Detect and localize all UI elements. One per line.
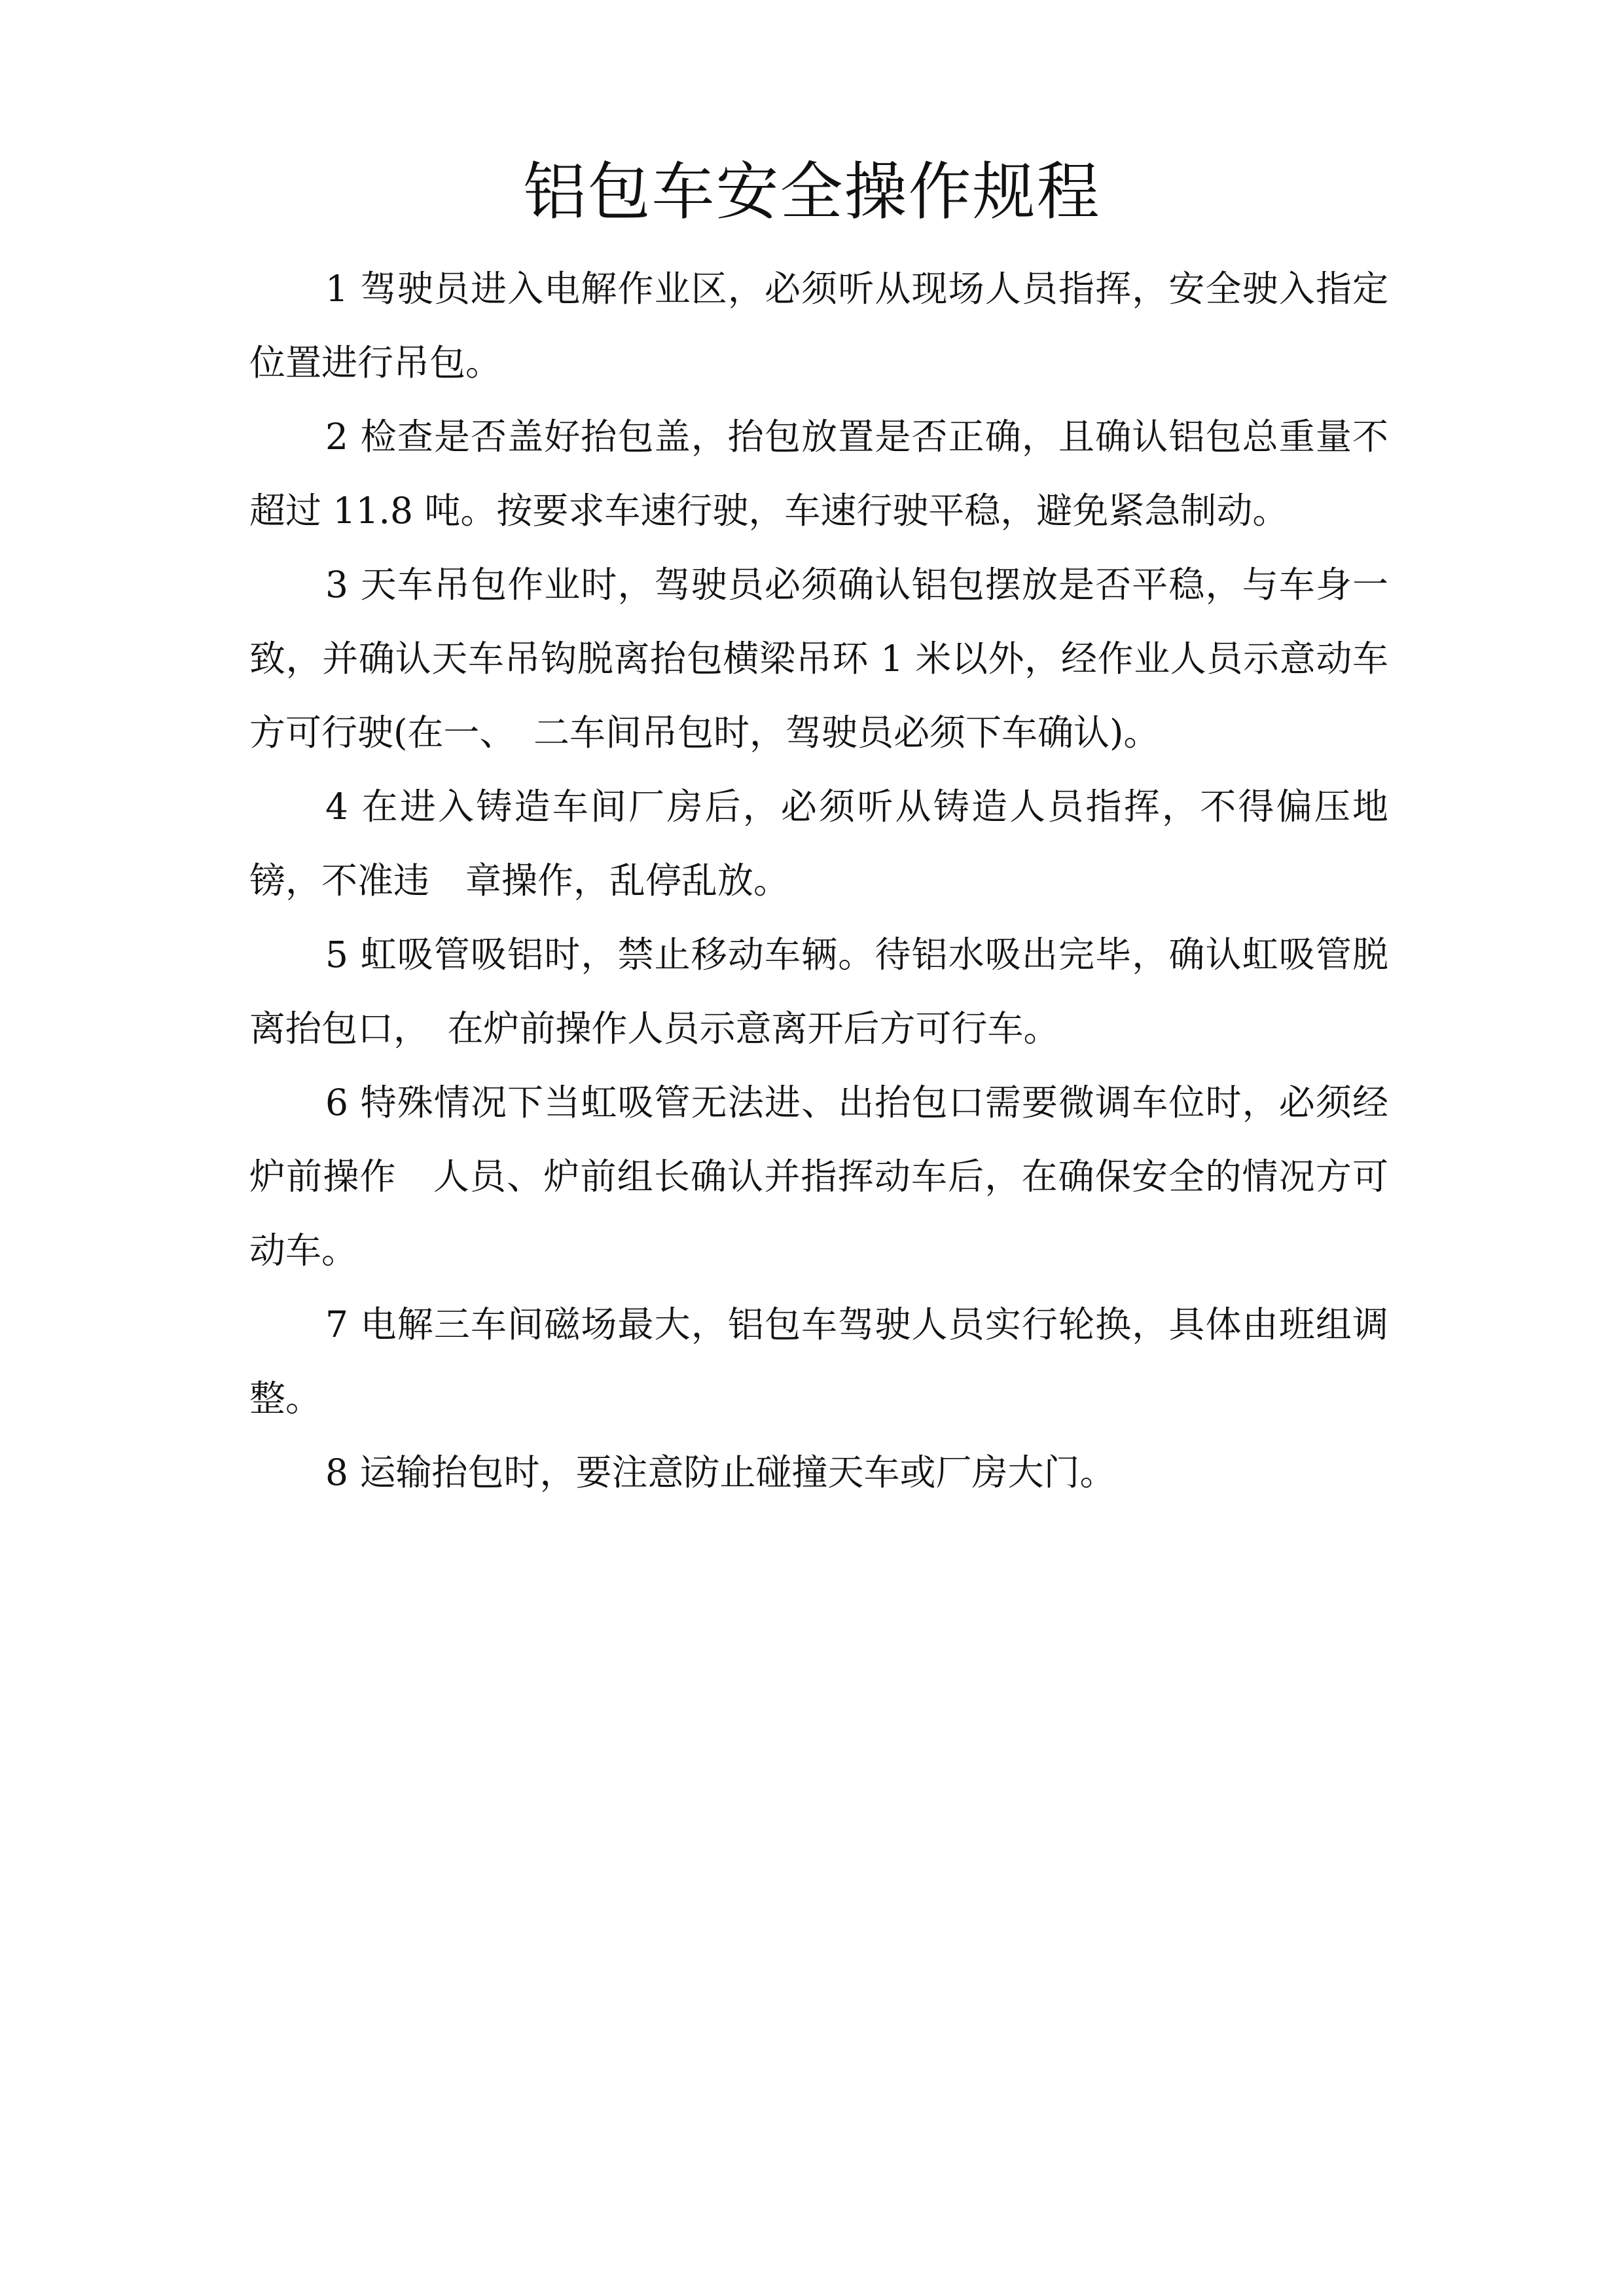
paragraph-5: 5 虹吸管吸铝时，禁止移动车辆。待铝水吸出完毕，确认虹吸管脱离抬包口， 在炉前操作人员示意离开后方可行车。 [249,934,1388,1049]
paragraph-8: 8 运输抬包时，要注意防止碰撞天车或厂房大门。 [325,1451,1116,1493]
paragraph-7: 7 电解三车间磁场最大，铝包车驾驶人员实行轮换，具体由班组调整。 [249,1303,1388,1419]
document-title: 铝包车安全操作规程 [523,155,1101,228]
paragraph-2: 2 检查是否盖好抬包盖，抬包放置是否正确，且确认铝包总重量不超过 11.8 吨。按要求车速行驶，车速行驶平稳，避免紧急制动。 [249,416,1388,532]
paragraph-1: 1 驾驶员进入电解作业区，必须听从现场人员指挥，安全驶入指定位置进行吊包。 [249,268,1388,384]
paragraph-4: 4 在进入铸造车间厂房后，必须听从铸造人员指挥，不得偏压地镑，不准违 章操作，乱停乱放。 [249,786,1388,902]
paragraph-3: 3 天车吊包作业时，驾驶员必须确认铝包摆放是否平稳，与车身一致，并确认天车吊钩脱离抬包横梁吊环 1 米以外，经作业人员示意动车方可行驶(在一、 二车间吊包时，驾驶员必须下车确认)。 [249,564,1388,754]
document-body [249,252,1388,1510]
paragraph-6: 6 特殊情况下当虹吸管无法进、出抬包口需要微调车位时，必须经炉前操作 人员、炉前组长确认并指挥动车后，在确保安全的情况方可动车。 [249,1082,1388,1271]
